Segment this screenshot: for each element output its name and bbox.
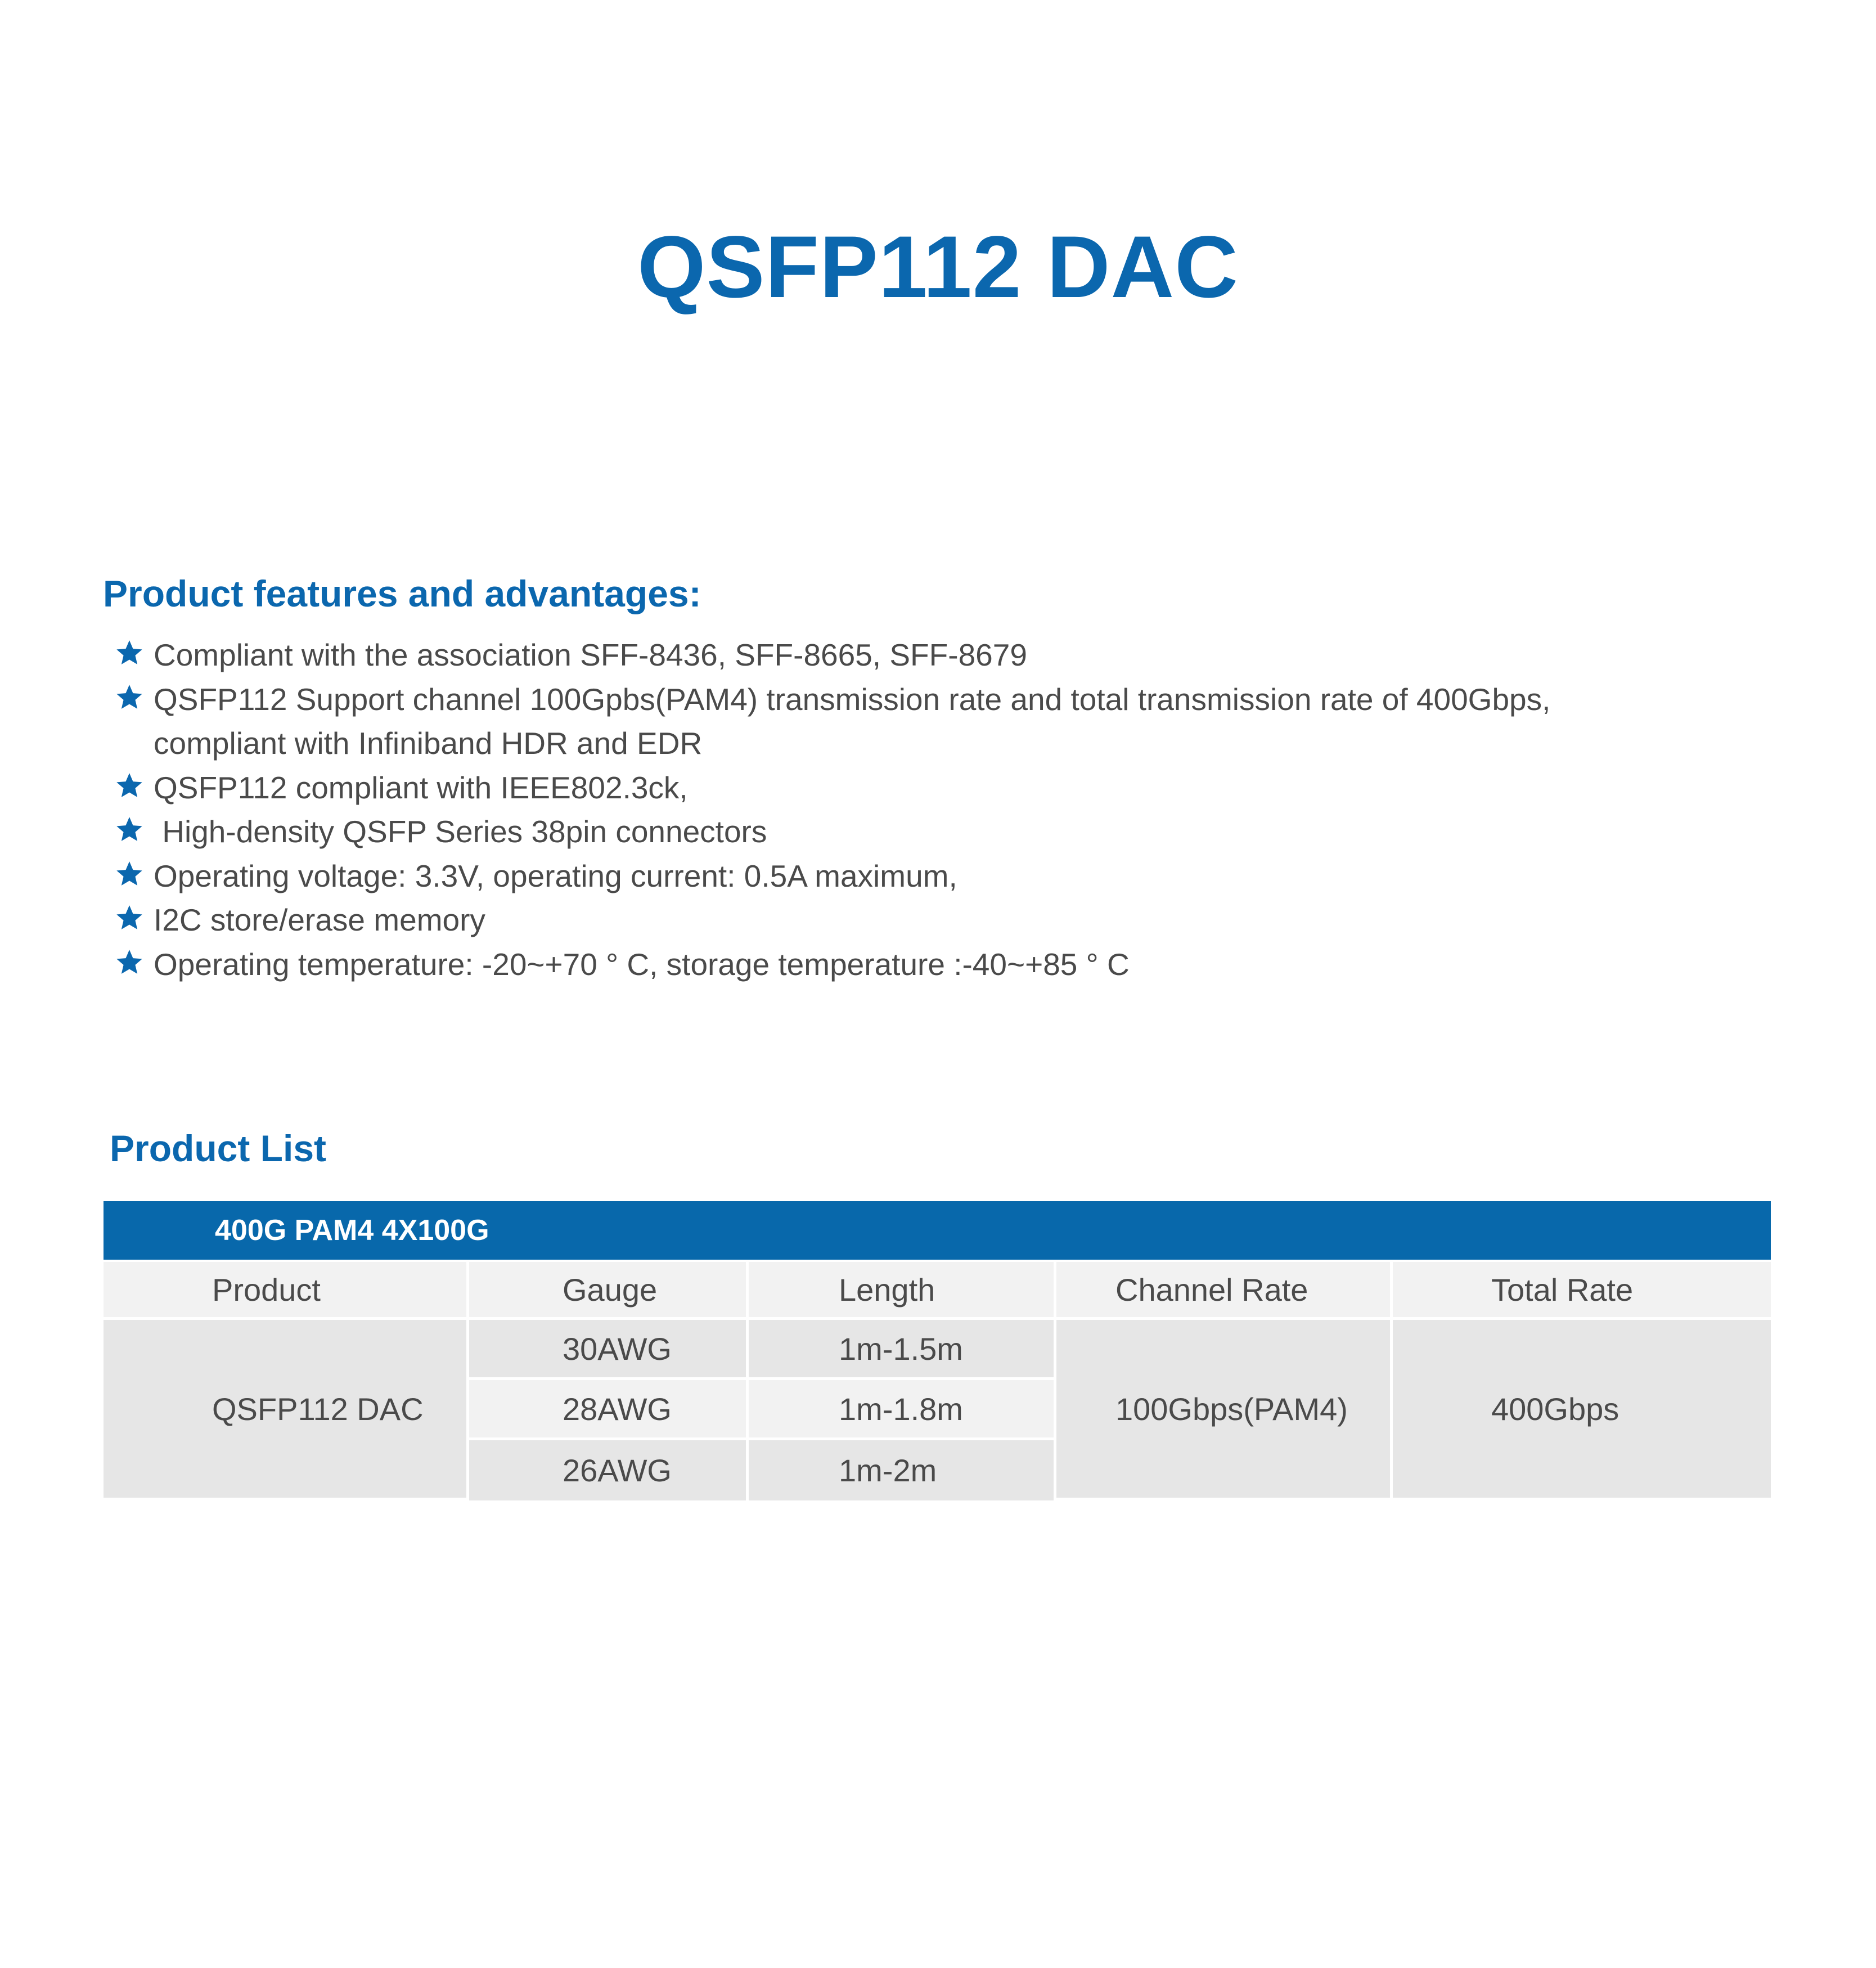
page-title: QSFP112 DAC xyxy=(637,218,1239,316)
feature-text: Operating voltage: 3.3V, operating current: 0.5A maximum, xyxy=(154,858,957,893)
length-cell: 1m-1.5m xyxy=(749,1320,1056,1380)
table-row xyxy=(104,1320,1771,1380)
product-list-heading: Product List xyxy=(110,1127,327,1169)
product-table xyxy=(104,1262,1771,1500)
star-icon xyxy=(115,860,143,888)
feature-text: High-density QSFP Series 38pin connectors xyxy=(154,814,767,849)
feature-text: compliant with Infiniband HDR and EDR xyxy=(154,726,703,761)
feature-item xyxy=(115,810,1747,854)
star-icon xyxy=(115,904,143,932)
star-icon xyxy=(115,771,143,799)
feature-text: Operating temperature: -20~+70 ° C, storage temperature :-40~+85 ° C xyxy=(154,946,1130,982)
star-icon xyxy=(115,639,143,667)
column-header-channel-rate: Channel Rate xyxy=(1056,1262,1393,1320)
product-table-container xyxy=(104,1201,1771,1500)
star-icon xyxy=(115,683,143,711)
features-heading: Product features and advantages: xyxy=(103,573,701,614)
star-icon xyxy=(115,815,143,843)
features-list xyxy=(115,633,1747,986)
gauge-cell: 30AWG xyxy=(469,1320,749,1380)
feature-item xyxy=(115,942,1747,987)
gauge-cell: 26AWG xyxy=(469,1440,749,1500)
column-header-length: Length xyxy=(749,1262,1056,1320)
feature-text: Compliant with the association SFF-8436, SFF-8665, SFF-8679 xyxy=(154,637,1027,672)
feature-item-continuation xyxy=(115,721,1747,766)
feature-text: I2C store/erase memory xyxy=(154,902,485,937)
column-header-gauge: Gauge xyxy=(469,1262,749,1320)
column-header-total-rate: Total Rate xyxy=(1393,1262,1771,1320)
length-cell: 1m-1.8m xyxy=(749,1380,1056,1440)
feature-item xyxy=(115,677,1747,722)
length-cell: 1m-2m xyxy=(749,1440,1056,1500)
feature-item xyxy=(115,633,1747,677)
channel-rate-cell: 100Gbps(PAM4) xyxy=(1056,1320,1393,1500)
feature-item xyxy=(115,854,1747,898)
table-banner: 400G PAM4 4X100G xyxy=(104,1201,1771,1260)
feature-text: QSFP112 Support channel 100Gpbs(PAM4) transmission rate and total transmission rate of 400Gbps, xyxy=(154,681,1551,717)
column-header-product: Product xyxy=(104,1262,469,1320)
feature-item xyxy=(115,766,1747,810)
gauge-cell: 28AWG xyxy=(469,1380,749,1440)
feature-text: QSFP112 compliant with IEEE802.3ck, xyxy=(154,770,688,805)
star-icon xyxy=(115,948,143,976)
total-rate-cell: 400Gbps xyxy=(1393,1320,1771,1500)
feature-item xyxy=(115,898,1747,942)
table-header-row xyxy=(104,1262,1771,1320)
product-name-cell: QSFP112 DAC xyxy=(104,1320,469,1500)
